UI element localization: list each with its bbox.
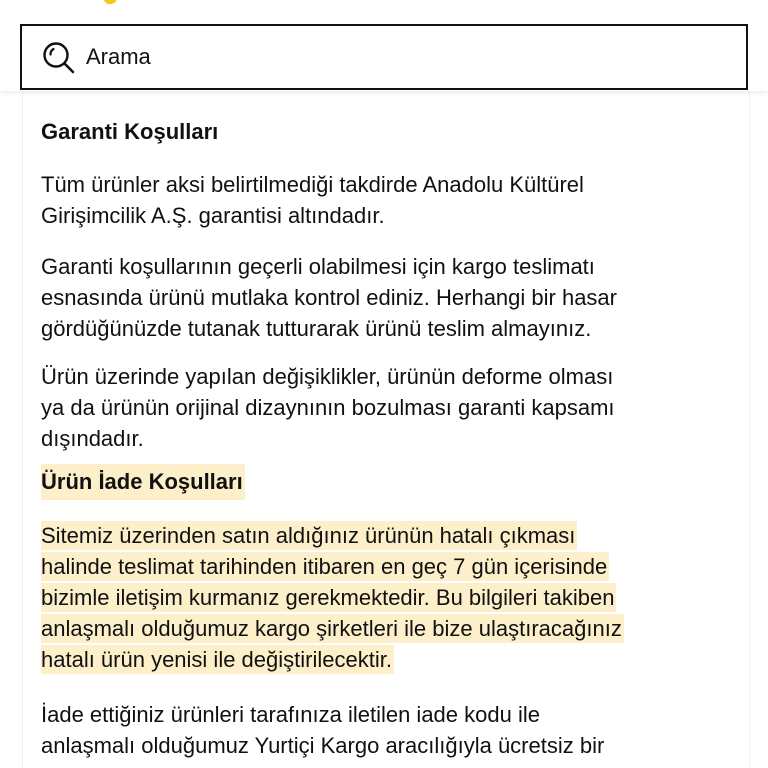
section-title-warranty: Garanti Koşulları [41, 119, 219, 144]
returns-paragraph-1-highlighted: Sitemiz üzerinden satın aldığınız ürünün hatalı çıkması halinde teslimat tarihinden itibaren en geç 7 gün içerisinde bizimle iletişim kurmanız gerekmektedir. Bu bilgileri takiben anlaşmalı olduğumuz kargo şirketleri ile bize ulaştıracağınız hatalı ürün yenisi ile değiştirilecektir. [41, 523, 622, 672]
search-icon[interactable] [42, 41, 76, 75]
header [0, 0, 768, 91]
article-content [41, 116, 731, 761]
warranty-paragraph-1: Tüm ürünler aksi belirtilmediği takdirde Anadolu Kültürel Girişimcilik A.Ş. garantisi altındadır. [41, 172, 584, 228]
logo[interactable] [103, 0, 120, 6]
search-bar[interactable] [20, 24, 748, 90]
returns-paragraph-2: İade ettiğiniz ürünleri tarafınıza iletilen iade kodu ile anlaşmalı olduğumuz Yurtiçi Kargo aracılığıyla ücretsiz bir [41, 702, 605, 758]
warranty-paragraph-3: Ürün üzerinde yapılan değişiklikler, ürünün deforme olması ya da ürünün orijinal dizaynının bozulması garanti kapsamı dışındadır. [41, 364, 615, 451]
warranty-paragraph-2: Garanti koşullarının geçerli olabilmesi için kargo teslimatı esnasında ürünü mutlaka kontrol ediniz. Herhangi bir hasar gördüğünüzde tutanak tutturarak ürünü teslim almayınız. [41, 254, 617, 341]
search-input[interactable] [86, 26, 726, 88]
returns-title-wrap [41, 464, 731, 500]
section-title-returns: Ürün İade Koşulları [41, 464, 245, 500]
